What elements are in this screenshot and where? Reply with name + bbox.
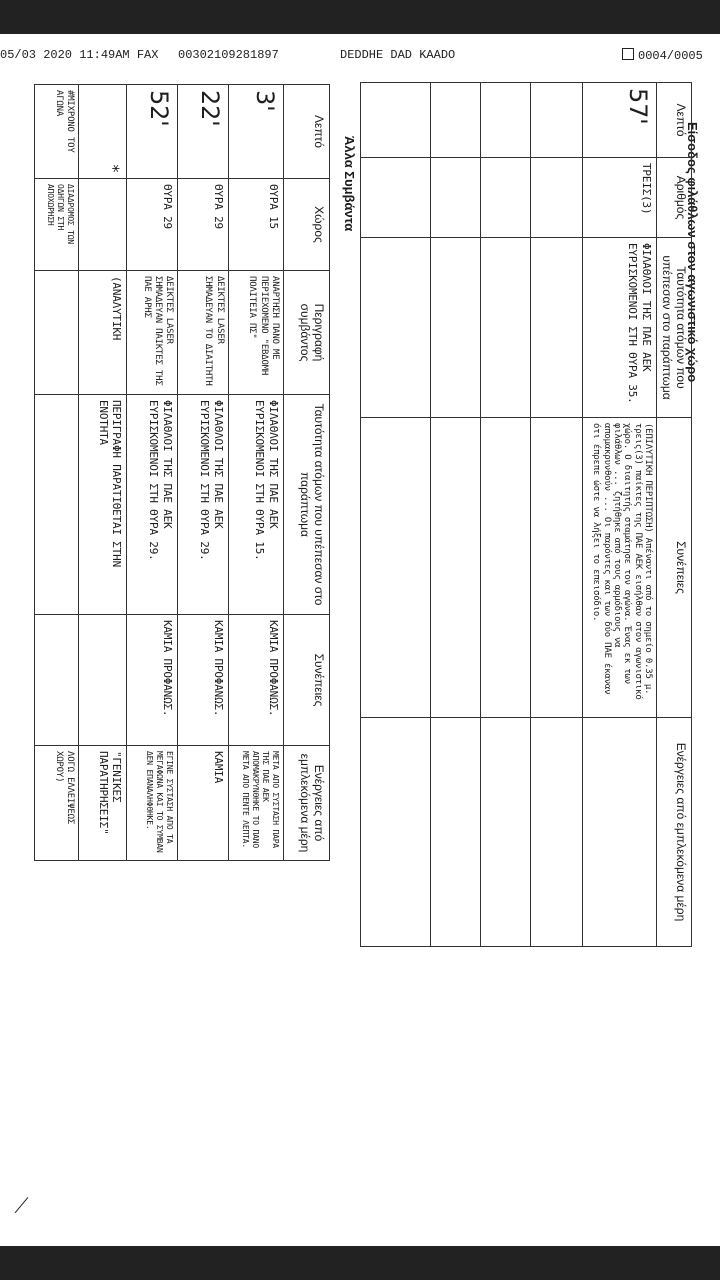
t1-cell-actions [481, 718, 531, 947]
t2-cell-actions: ΕΓΙΝΕ ΣΥΣΤΑΣΗ ΑΠΟ ΤΑ ΜΕΓΑΦΩΝΑ ΚΑΙ ΤΟ ΣΥΜΒΑΝ ΔΕΝ ΕΠΑΝΑΛΗΦΘΗΚΕ. [127, 746, 178, 861]
t1-cell-actions [361, 718, 431, 947]
table1-title: Είσοδος φιλάθλων στον αγωνιστικό χώρο [685, 122, 700, 383]
t1-cell-minute [481, 83, 531, 158]
t2-cell-minute: 3' [228, 85, 283, 179]
t2-cell-actions: ΜΕΤΑ ΑΠΟ ΣΥΣΤΑΣΗ ΠΑΡΑ ΤΗΣ ΠΑΕ ΑΕΚ ΑΠΟΜΑΚΡΥΝΘΗΚΕ ΤΟ ΠΑΝΟ ΜΕΤΑ ΑΠΟ ΠΕΝΤΕ ΛΕΠΤΑ. [228, 746, 283, 861]
table-row [583, 83, 657, 947]
table-row [531, 83, 583, 947]
fax-header [0, 46, 720, 68]
t1-cell-identity [531, 238, 583, 418]
t2-cell-actions: ΚΑΜΙΑ [178, 746, 229, 861]
t1-cell-number [531, 158, 583, 238]
t2-cell-minute: 22' [178, 85, 229, 179]
table2-title: Άλλα Συμβάντα [342, 136, 357, 232]
t1-cell-actions [583, 718, 657, 947]
table1 [360, 82, 692, 947]
t1-cell-minute [431, 83, 481, 158]
t1-header-identity: Ταυτότητα ατόμων που υπέπεσαν στο παράπτωμα [657, 238, 692, 418]
t2-cell-minute: * [79, 85, 127, 179]
t2-cell-actions: ΛΟΓΩ ΕΛΛΕΙΨΕΩΣ ΧΩΡΟΥ) [35, 746, 79, 861]
table-row [431, 83, 481, 947]
table-row [178, 85, 229, 861]
t2-header-actions: Ενέργειες από εμπλεκόμενα μέρη [283, 746, 329, 861]
table2 [34, 84, 330, 861]
t1-cell-minute [361, 83, 431, 158]
t2-header-consequences: Συνέπειες [283, 615, 329, 746]
top-black-bar [0, 0, 720, 34]
t1-cell-number [361, 158, 431, 238]
table-row [127, 85, 178, 861]
fax-datetime: 05/03 2020 11:49AM FAX [0, 48, 159, 62]
t1-cell-minute [531, 83, 583, 158]
t2-cell-place: ΘΥΡΑ 15 [228, 179, 283, 271]
t1-header-consequences: Συνέπειες [657, 418, 692, 718]
t2-cell-place: ΘΥΡΑ 29 [127, 179, 178, 271]
t2-cell-identity: ΠΕΡΙΓΡΑΦΗ ΠΑΡΑΤΙΘΕΤΑΙ ΣΤΗΝ ΕΝΟΤΗΤΑ [79, 395, 127, 615]
table2-container [34, 84, 330, 860]
t2-cell-identity [35, 395, 79, 615]
t1-cell-number [481, 158, 531, 238]
t1-cell-consequences: (ΕΠΙΛΥΤΙΚΗ ΠΕΡΙΠΤΩΣΗ) Απέναντι από το σημείο 0.35 μ. τρεις(3) παίκτες της ΠΑΕ ΑΕΚ εισήλθαν στον αγωνιστικό χώρο. Ο διαιτητής σταμάτησε τον αγώνα. Ένας εκ των φιλάθλων ... ζητήθηκε από τους αρμόδιους να απομακρυνθούν ... Οι παρόντες και των δύο ΠΑΕ έκαναν ότι έπρεπε ώστε να λήξει το επεισόδιο. [583, 418, 657, 718]
t2-cell-description: ΔΕΙΚΤΕΣ LASER ΣΗΜΑΔΕΥΑΝ ΠΑΙΚΤΕΣ ΤΗΣ ΠΑΕ ΑΡΗΣ [127, 271, 178, 395]
t2-cell-identity: ΦΙΛΑΘΛΟΙ ΤΗΣ ΠΑΕ ΑΕΚ ΕΥΡΙΣΚΟΜΕΝΟΙ ΣΤΗ ΘΥΡΑ 29. [127, 395, 178, 615]
table-row [79, 85, 127, 861]
t1-cell-actions [531, 718, 583, 947]
t2-cell-consequences: ΚΑΜΙΑ ΠΡΟΦΑΝΩΣ. [127, 615, 178, 746]
t1-cell-identity [481, 238, 531, 418]
t1-cell-identity [361, 238, 431, 418]
table-row [228, 85, 283, 861]
t1-cell-consequences [531, 418, 583, 718]
t2-cell-consequences [79, 615, 127, 746]
t1-header-number: Αριθμός [657, 158, 692, 238]
t1-header-minute: Λεπτό [657, 83, 692, 158]
t1-header-actions: Ενέργειες από εμπλεκόμενα μέρη [657, 718, 692, 947]
fax-page: 0004/0005 [622, 48, 703, 63]
t2-cell-minute: #ΜΙΧΡΟΝΟ ΤΟΥ ΑΓΩΝΑ [35, 85, 79, 179]
t1-cell-number [431, 158, 481, 238]
fax-page-icon [622, 48, 634, 60]
t2-header-description: Περιγραφή συμβάντος [283, 271, 329, 395]
t1-cell-consequences [431, 418, 481, 718]
t2-cell-minute: 52' [127, 85, 178, 179]
table-row [361, 83, 431, 947]
t1-cell-identity [431, 238, 481, 418]
table1-container [370, 82, 692, 946]
t2-header-minute: Λεπτό [283, 85, 329, 179]
t1-cell-number: ΤΡΕΙΣ(3) [583, 158, 657, 238]
handwritten-mark [0, 1178, 28, 1213]
t2-cell-place [79, 179, 127, 271]
fax-number: 00302109281897 [178, 48, 279, 62]
t1-cell-actions [431, 718, 481, 947]
t2-header-place: Χώρος [283, 179, 329, 271]
bottom-black-bar [0, 1246, 720, 1280]
t1-cell-minute: 57' [583, 83, 657, 158]
t2-cell-description: (ΑΝΑΛΥΤΙΚΗ [79, 271, 127, 395]
t2-cell-description: ΑΝΑΡΤΗΣΗ ΠΑΝΟ ΜΕ ΠΕΡΙΕΧΟΜΕΝΟ "ΕΒΔΟΜΗ ΠΟΛΙΤΕΙΑ ΠΣ" [228, 271, 283, 395]
t2-cell-identity: ΦΙΛΑΘΛΟΙ ΤΗΣ ΠΑΕ ΑΕΚ ΕΥΡΙΣΚΟΜΕΝΟΙ ΣΤΗ ΘΥΡΑ 15. [228, 395, 283, 615]
t2-header-identity: Ταυτότητα ατόμων που υπέπεσαν στο παράπτωμα [283, 395, 329, 615]
table-row [35, 85, 79, 861]
t1-cell-consequences [361, 418, 431, 718]
t1-cell-consequences [481, 418, 531, 718]
t2-cell-place: ΘΥΡΑ 29 [178, 179, 229, 271]
t2-cell-identity: ΦΙΛΑΘΛΟΙ ΤΗΣ ΠΑΕ ΑΕΚ ΕΥΡΙΣΚΟΜΕΝΟΙ ΣΤΗ ΘΥΡΑ 29. [178, 395, 229, 615]
t2-cell-place: ΔΙΑΔΡΟΜΟΣ ΤΩΝ ΟΔΗΓΩΝ ΣΤΗ ΑΠΟΧΩΡΗΣΗ [35, 179, 79, 271]
t2-cell-actions: "ΓΕΝΙΚΕΣ ΠΑΡΑΤΗΡΗΣΕΙΣ" [79, 746, 127, 861]
t2-cell-description: ΔΕΙΚΤΕΣ LASER ΣΗΜΑΔΕΥΑΝ ΤΟ ΔΙΑΙΤΗΤΗ [178, 271, 229, 395]
t2-cell-consequences [35, 615, 79, 746]
table-row [481, 83, 531, 947]
t2-cell-consequences: ΚΑΜΙΑ ΠΡΟΦΑΝΩΣ. [228, 615, 283, 746]
t2-cell-consequences: ΚΑΜΙΑ ΠΡΟΦΑΝΩΣ. [178, 615, 229, 746]
t1-cell-identity: ΦΙΛΑΘΛΟΙ ΤΗΣ ΠΑΕ ΑΕΚ ΕΥΡΙΣΚΟΜΕΝΟΙ ΣΤΗ ΘΥΡΑ 35. [583, 238, 657, 418]
fax-sender: DEDDHE DAD KAADO [340, 48, 456, 62]
t2-cell-description [35, 271, 79, 395]
